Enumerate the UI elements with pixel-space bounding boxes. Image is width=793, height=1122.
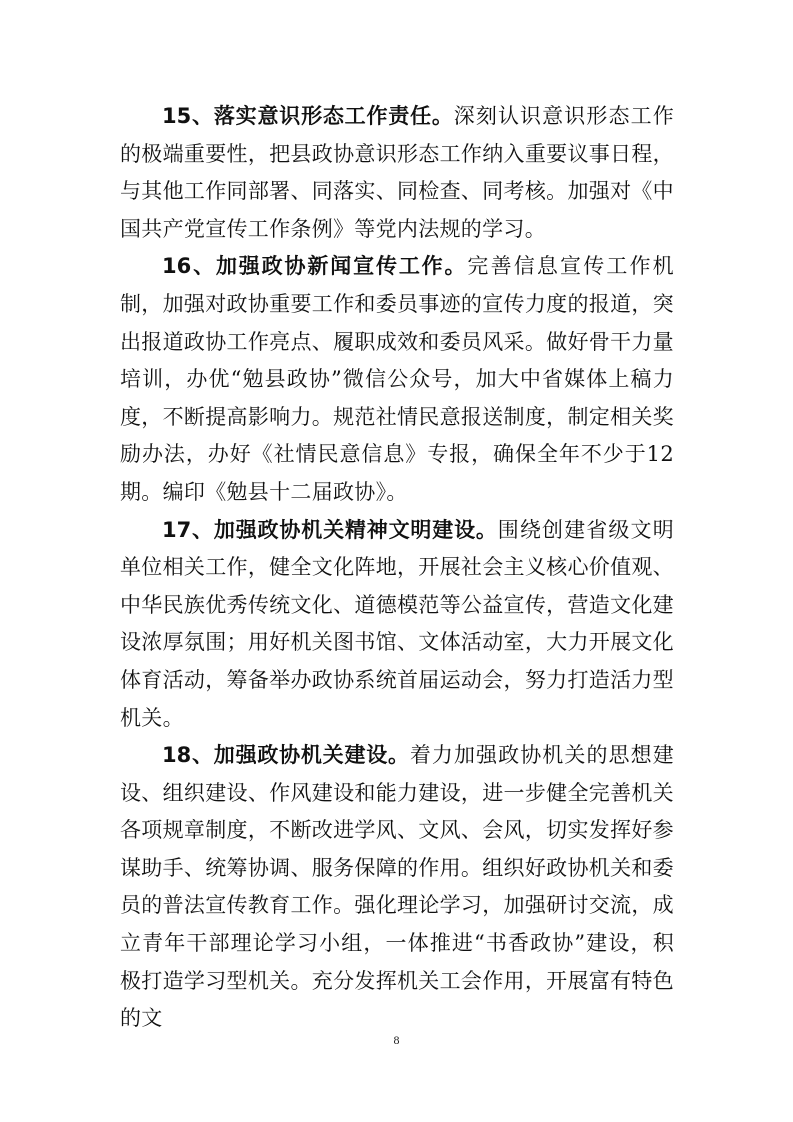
document-page	[120, 98, 674, 1038]
paragraph-heading: 16、加强政协新闻宣传工作。	[162, 254, 468, 279]
paragraph-heading: 17、加强政协机关精神文明建设。	[162, 517, 498, 542]
paragraph-body: 深刻认识意识形态工作的极端重要性，把县政协意识形态工作纳入重要议事日程，与其他工作同部署、同落实、同检查、同考核。加强对《中国共产党宣传工作条例》等党内法规的学习。	[120, 104, 675, 241]
paragraph-heading: 18、加强政协机关建设。	[162, 743, 410, 768]
paragraph-16	[120, 248, 674, 511]
paragraph-18	[120, 737, 674, 1038]
paragraph-body: 围绕创建省级文明单位相关工作，健全文化阵地，开展社会主义核心价值观、中华民族优秀传统文化、道德模范等公益宣传，营造文化建设浓厚氛围；用好机关图书馆、文体活动室，大力开展文化体育活动，筹备举办政协系统首届运动会，努力打造活力型机关。	[120, 517, 674, 730]
paragraph-15	[120, 98, 674, 248]
page-number: 8	[393, 1033, 400, 1047]
paragraph-heading: 15、落实意识形态工作责任。	[162, 104, 454, 128]
paragraph-body: 完善信息宣传工作机制，加强对政协重要工作和委员事迹的宣传力度的报道，突出报道政协工作亮点、履职成效和委员风采。做好骨干力量培训，办优“勉县政协”微信公众号，加大中省媒体上稿力度，不断提高影响力。规范社情民意报送制度，制定相关奖励办法，办好《社情民意信息》专报，确保全年不少于12期。编印《勉县十二届政协》。	[120, 254, 674, 504]
paragraph-17	[120, 512, 674, 738]
paragraph-body: 着力加强政协机关的思想建设、组织建设、作风建设和能力建设，进一步健全完善机关各项规章制度，不断改进学风、文风、会风，切实发挥好参谋助手、统筹协调、服务保障的作用。组织好政协机关和委员的普法宣传教育工作。强化理论学习，加强研讨交流，成立青年干部理论学习小组，一体推进“书香政协”建设，积极打造学习型机关。充分发挥机关工会作用，开展富有特色的文	[120, 743, 674, 1031]
